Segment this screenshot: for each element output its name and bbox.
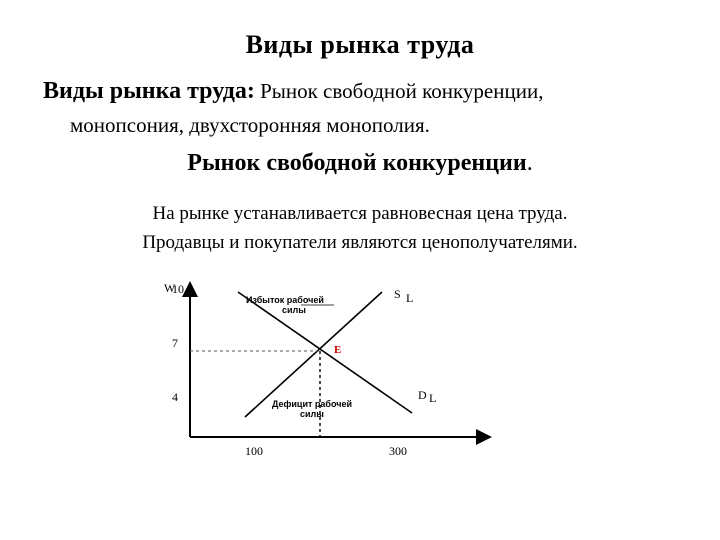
y-axis-label: W	[164, 281, 176, 295]
deficit-annotation-line1: Дефицит рабочей	[272, 399, 353, 409]
intro-line	[43, 78, 543, 105]
subheading-dot: .	[526, 150, 533, 176]
intro-line-2: монопсония, двухсторонняя монополия.	[70, 113, 430, 137]
equilibrium-label: E	[334, 344, 342, 356]
intro-rest: Рынок свободной конкуренции,	[254, 79, 544, 103]
demand-label: D	[418, 388, 427, 402]
deficit-annotation-line2: силы	[300, 409, 324, 419]
demand-line	[238, 292, 412, 413]
intro-bold: Виды рынка труда:	[43, 78, 255, 104]
surplus-annotation-line2: силы	[282, 305, 306, 315]
x-tick-label: 100	[245, 444, 263, 458]
x-tick-label: 300	[389, 444, 407, 458]
y-tick-label: 7	[172, 336, 178, 350]
subheading	[0, 150, 720, 177]
supply-label: S	[394, 287, 401, 301]
paragraph-1: На рынке устанавливается равновесная цена труда.	[152, 203, 568, 224]
labor-market-chart	[150, 270, 510, 465]
slide-title: Виды рынка труда	[245, 30, 475, 59]
y-tick-label: 4	[172, 390, 178, 404]
subheading-bold: Рынок свободной конкуренции	[187, 150, 527, 176]
supply-label-sub: L	[406, 291, 414, 305]
surplus-annotation-line1: Избыток рабочей	[246, 295, 324, 305]
demand-label-sub: L	[429, 391, 437, 405]
paragraph-2: Продавцы и покупатели являются ценополучателями.	[142, 232, 578, 253]
y-tick-label: 10	[172, 282, 184, 296]
